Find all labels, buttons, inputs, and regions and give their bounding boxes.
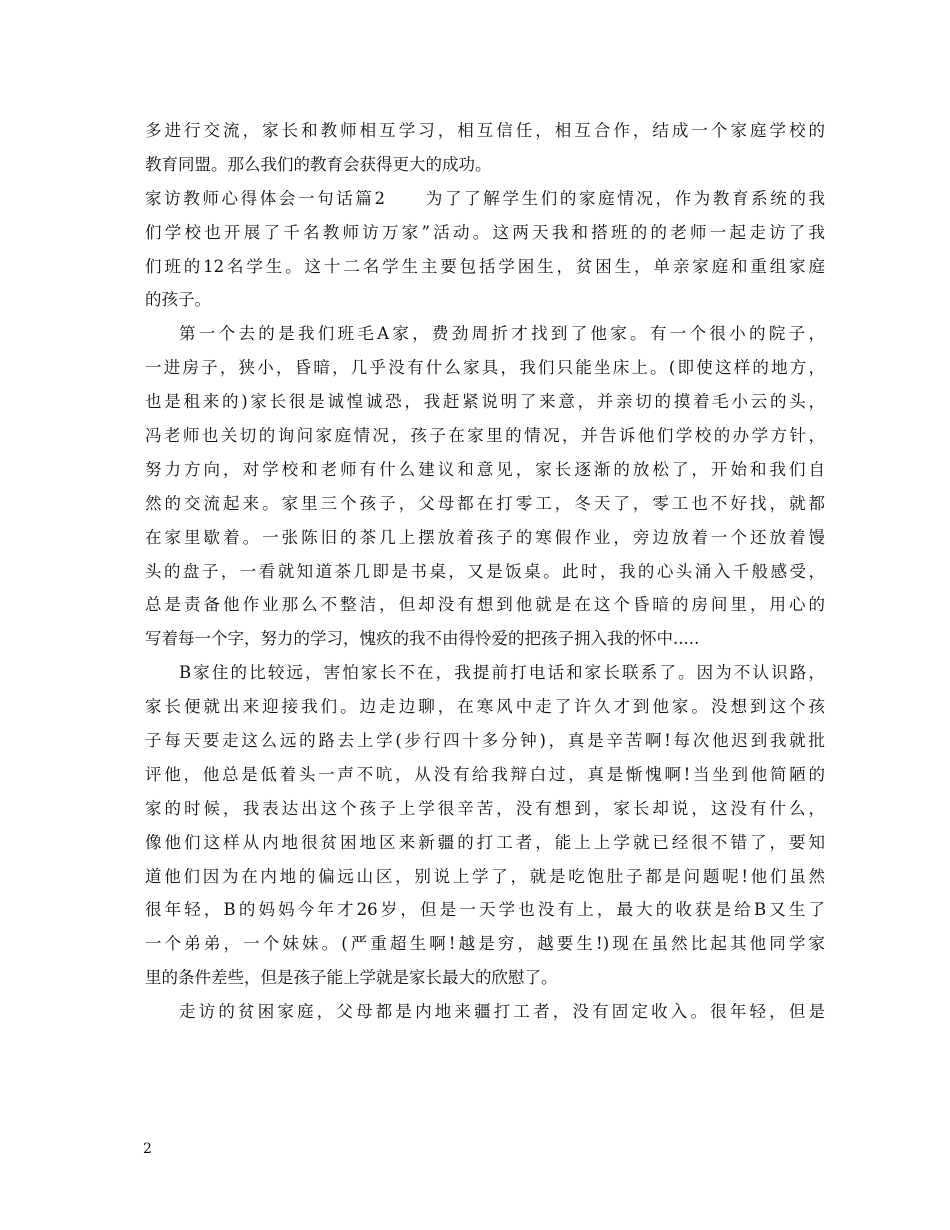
text-line: 评他，他总是低着头一声不吭，从没有给我辩白过，真是惭愧啊!当坐到他简陋的 bbox=[145, 764, 825, 784]
text-line: 们学校也开展了千名教师访万家”活动。这两天我和搭班的的老师一起走访了我 bbox=[145, 222, 825, 242]
text-line: 很年轻，B的妈妈今年才26岁，但是一天学也没有上，最大的收获是给B又生了 bbox=[145, 900, 825, 920]
text-line: 道他们因为在内地的偏远山区，别说上学了，就是吃饱肚子都是问题呢!他们虽然 bbox=[145, 866, 825, 886]
text-line: 总是责备他作业那么不整洁，但却没有想到他就是在这个昏暗的房间里，用心的 bbox=[145, 595, 825, 615]
text-line: 家访教师心得体会一句话篇2 为了了解学生们的家庭情况，作为教育系统的我 bbox=[145, 188, 825, 208]
text-line: 一个弟弟，一个妹妹。(严重超生啊!越是穷，越要生!)现在虽然比起其他同学家 bbox=[145, 934, 825, 954]
text-line: B家住的比较远，害怕家长不在，我提前打电话和家长联系了。因为不认识路， bbox=[179, 663, 825, 683]
text-line: 的孩子。 bbox=[145, 290, 211, 310]
body-text bbox=[145, 114, 825, 1029]
text-line: 一进房子，狭小，昏暗，几乎没有什么家具，我们只能坐床上。(即使这样的地方， bbox=[145, 358, 825, 378]
text-line: 家的时候，我表达出这个孩子上学很辛苦，没有想到，家长却说，这没有什么， bbox=[145, 798, 825, 818]
text-line: 冯老师也关切的询问家庭情况，孩子在家里的情况，并告诉他们学校的办学方针， bbox=[145, 426, 825, 446]
text-line: 里的条件差些，但是孩子能上学就是家长最大的欣慰了。 bbox=[145, 968, 558, 988]
text-line: 第一个去的是我们班毛A家，费劲周折才找到了他家。有一个很小的院子， bbox=[179, 324, 825, 344]
text-line: 在家里歇着。一张陈旧的茶几上摆放着孩子的寒假作业，旁边放着一个还放着馒 bbox=[145, 527, 825, 547]
text-line: 头的盘子，一看就知道茶几即是书桌，又是饭桌。此时，我的心头涌入千般感受， bbox=[145, 561, 825, 581]
text-line: 走访的贫困家庭，父母都是内地来疆打工者，没有固定收入。很年轻，但是 bbox=[179, 1002, 825, 1022]
text-line: 家长便就出来迎接我们。边走边聊，在寒风中走了许久才到他家。没想到这个孩 bbox=[145, 697, 825, 717]
text-line: 们班的12名学生。这十二名学生主要包括学困生，贫困生，单亲家庭和重组家庭 bbox=[145, 256, 825, 276]
text-line: 也是租来的)家长很是诚惶诚恐，我赶紧说明了来意，并亲切的摸着毛小云的头， bbox=[145, 392, 825, 412]
text-line: 像他们这样从内地很贫困地区来新疆的打工者，能上上学就已经很不错了，要知 bbox=[145, 832, 825, 852]
text-line: 多进行交流，家长和教师相互学习，相互信任，相互合作，结成一个家庭学校的 bbox=[145, 121, 825, 140]
text-line: 写着每一个字，努力的学习，愧疚的我不由得怜爱的把孩子拥入我的怀中..... bbox=[145, 629, 700, 649]
text-line: 然的交流起来。家里三个孩子，父母都在打零工，冬天了，零工也不好找，就都 bbox=[145, 493, 825, 513]
page-number: 2 bbox=[143, 1141, 152, 1157]
text-line: 努力方向，对学校和老师有什么建议和意见，家长逐渐的放松了，开始和我们自 bbox=[145, 459, 825, 479]
text-line: 教育同盟。那么我们的教育会获得更大的成功。 bbox=[145, 154, 492, 174]
text-line: 子每天要走这么远的路去上学(步行四十多分钟)，真是辛苦啊!每次他迟到我就批 bbox=[145, 731, 825, 751]
